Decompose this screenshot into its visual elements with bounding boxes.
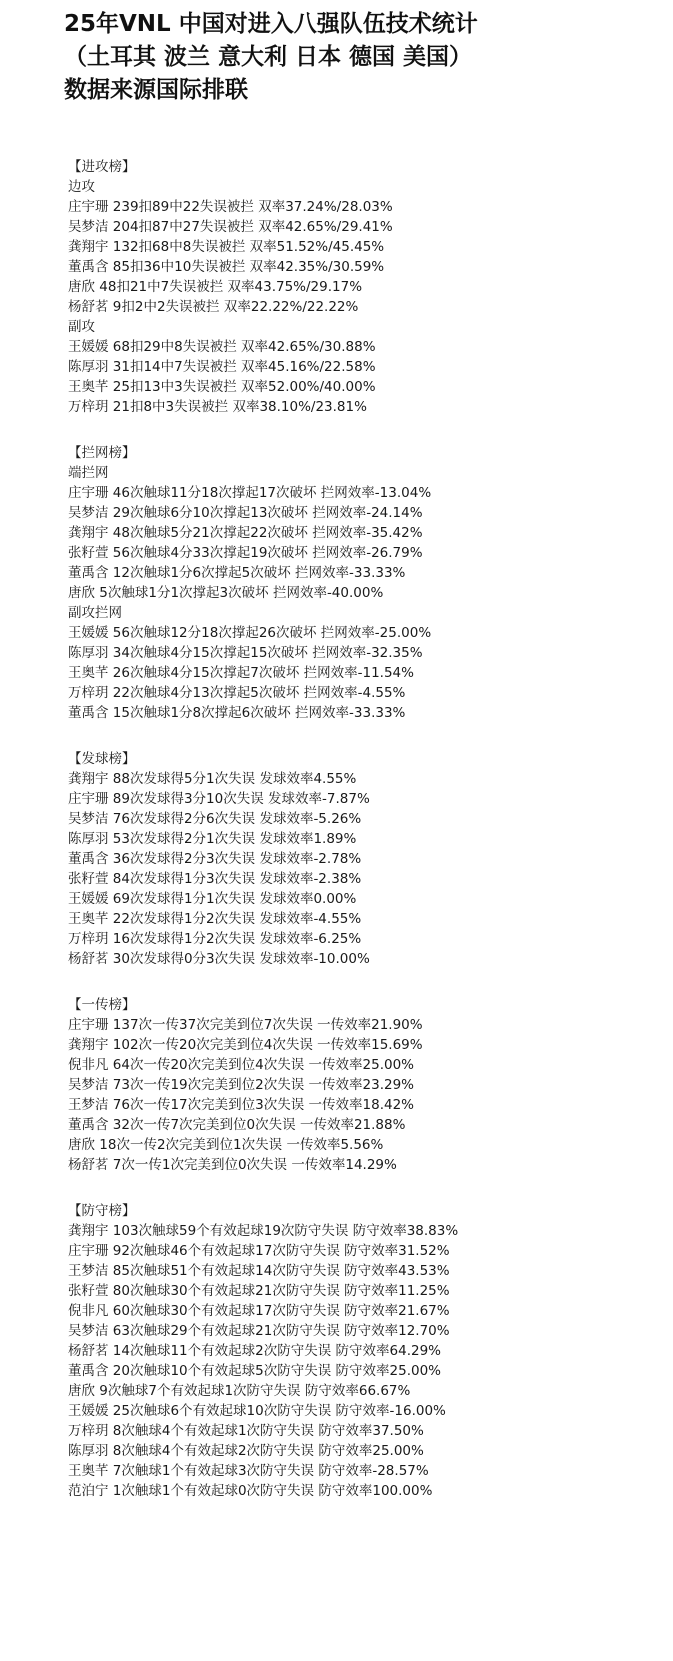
stat-row: 吴梦洁 73次一传19次完美到位2次失误 一传效率23.29%: [68, 1077, 415, 1093]
stat-row: 王媛媛 25次触球6个有效起球10次防守失误 防守效率-16.00%: [68, 1403, 446, 1419]
stat-row: 万梓玥 8次触球4个有效起球1次防守失误 防守效率37.50%: [68, 1423, 424, 1439]
stat-row: 唐欣 18次一传2次完美到位1次失误 一传效率5.56%: [68, 1137, 384, 1153]
stat-row: 庄宇珊 137次一传37次完美到位7次失误 一传效率21.90%: [68, 1017, 423, 1033]
stat-row: 董禹含 32次一传7次完美到位0次失误 一传效率21.88%: [68, 1117, 406, 1133]
stat-row: 杨舒茗 7次一传1次完美到位0次失误 一传效率14.29%: [68, 1157, 397, 1173]
stat-row: 倪非凡 64次一传20次完美到位4次失误 一传效率25.00%: [68, 1057, 415, 1073]
stat-row: 张籽萱 56次触球4分33次撑起19次破坏 拦网效率-26.79%: [68, 545, 423, 561]
stat-row: 唐欣 5次触球1分1次撑起3次破坏 拦网效率-40.00%: [68, 585, 384, 601]
stat-row: 吴梦洁 204扣87中27失误被拦 双率42.65%/29.41%: [68, 219, 393, 235]
group-subheading: 副攻拦网: [68, 605, 122, 621]
section-heading: 【进攻榜】: [68, 159, 136, 175]
stat-row: 万梓玥 22次触球4分13次撑起5次破坏 拦网效率-4.55%: [68, 685, 406, 701]
stat-row: 王梦洁 76次一传17次完美到位3次失误 一传效率18.42%: [68, 1097, 415, 1113]
stat-row: 范泊宁 1次触球1个有效起球0次防守失误 防守效率100.00%: [68, 1483, 433, 1499]
title-block: [64, 8, 478, 107]
stat-row: 陈厚羽 53次发球得2分1次失误 发球效率1.89%: [68, 831, 357, 847]
stat-row: 董禹含 15次触球1分8次撑起6次破坏 拦网效率-33.33%: [68, 705, 406, 721]
stat-row: 吴梦洁 63次触球29个有效起球21次防守失误 防守效率12.70%: [68, 1323, 450, 1339]
stat-row: 吴梦洁 29次触球6分10次撑起13次破坏 拦网效率-24.14%: [68, 505, 423, 521]
stats-section: [68, 443, 668, 723]
stat-row: 吴梦洁 76次发球得2分6次失误 发球效率-5.26%: [68, 811, 362, 827]
stat-row: 王奥芊 26次触球4分15次撑起7次破坏 拦网效率-11.54%: [68, 665, 414, 681]
stat-row: 杨舒茗 14次触球11个有效起球2次防守失误 防守效率64.29%: [68, 1343, 442, 1359]
stat-row: 张籽萱 80次触球30个有效起球21次防守失误 防守效率11.25%: [68, 1283, 450, 1299]
stat-row: 王奥芊 7次触球1个有效起球3次防守失误 防守效率-28.57%: [68, 1463, 429, 1479]
group-subheading: 边攻: [68, 179, 95, 195]
stat-row: 万梓玥 16次发球得1分2次失误 发球效率-6.25%: [68, 931, 362, 947]
stat-row: 陈厚羽 8次触球4个有效起球2次防守失误 防守效率25.00%: [68, 1443, 424, 1459]
stat-row: 陈厚羽 34次触球4分15次撑起15次破坏 拦网效率-32.35%: [68, 645, 423, 661]
stat-row: 龚翔宇 132扣68中8失误被拦 双率51.52%/45.45%: [68, 239, 385, 255]
section-heading: 【防守榜】: [68, 1203, 136, 1219]
stat-row: 杨舒茗 30次发球得0分3次失误 发球效率-10.00%: [68, 951, 370, 967]
stat-row: 王媛媛 69次发球得1分1次失误 发球效率0.00%: [68, 891, 357, 907]
stat-row: 唐欣 9次触球7个有效起球1次防守失误 防守效率66.67%: [68, 1383, 411, 1399]
stat-row: 王媛媛 56次触球12分18次撑起26次破坏 拦网效率-25.00%: [68, 625, 432, 641]
stat-row: 万梓玥 21扣8中3失误被拦 双率38.10%/23.81%: [68, 399, 367, 415]
stat-row: 庄宇珊 239扣89中22失误被拦 双率37.24%/28.03%: [68, 199, 393, 215]
stat-row: 王梦洁 85次触球51个有效起球14次防守失误 防守效率43.53%: [68, 1263, 450, 1279]
page-subtitle-source: 数据来源国际排联: [64, 77, 248, 103]
stat-row: 庄宇珊 92次触球46个有效起球17次防守失误 防守效率31.52%: [68, 1243, 450, 1259]
group-subheading: 端拦网: [68, 465, 109, 481]
stat-row: 庄宇珊 89次发球得3分10次失误 发球效率-7.87%: [68, 791, 370, 807]
section-heading: 【一传榜】: [68, 997, 136, 1013]
stat-row: 陈厚羽 31扣14中7失误被拦 双率45.16%/22.58%: [68, 359, 376, 375]
stat-row: 张籽萱 84次发球得1分3次失误 发球效率-2.38%: [68, 871, 362, 887]
stats-section: [68, 749, 668, 969]
stat-row: 王媛媛 68扣29中8失误被拦 双率42.65%/30.88%: [68, 339, 376, 355]
stat-row: 龚翔宇 48次触球5分21次撑起22次破坏 拦网效率-35.42%: [68, 525, 423, 541]
stat-row: 王奥芊 22次发球得1分2次失误 发球效率-4.55%: [68, 911, 362, 927]
stat-row: 董禹含 20次触球10个有效起球5次防守失误 防守效率25.00%: [68, 1363, 442, 1379]
stats-section: [68, 157, 668, 417]
page-title: 25年VNL 中国对进入八强队伍技术统计: [64, 11, 478, 37]
stat-row: 董禹含 36次发球得2分3次失误 发球效率-2.78%: [68, 851, 362, 867]
stat-row: 董禹含 12次触球1分6次撑起5次破坏 拦网效率-33.33%: [68, 565, 406, 581]
stats-section: [68, 1201, 668, 1501]
stat-row: 龚翔宇 88次发球得5分1次失误 发球效率4.55%: [68, 771, 357, 787]
stat-row: 王奥芊 25扣13中3失误被拦 双率52.00%/40.00%: [68, 379, 376, 395]
stats-section: [68, 995, 668, 1175]
stat-row: 龚翔宇 103次触球59个有效起球19次防守失误 防守效率38.83%: [68, 1223, 459, 1239]
stat-row: 倪非凡 60次触球30个有效起球17次防守失误 防守效率21.67%: [68, 1303, 450, 1319]
stat-row: 杨舒茗 9扣2中2失误被拦 双率22.22%/22.22%: [68, 299, 359, 315]
section-heading: 【拦网榜】: [68, 445, 136, 461]
page-subtitle-teams: （土耳其 波兰 意大利 日本 德国 美国）: [64, 44, 473, 70]
group-subheading: 副攻: [68, 319, 95, 335]
stat-row: 庄宇珊 46次触球11分18次撑起17次破坏 拦网效率-13.04%: [68, 485, 432, 501]
stat-row: 董禹含 85扣36中10失误被拦 双率42.35%/30.59%: [68, 259, 385, 275]
stat-row: 龚翔宇 102次一传20次完美到位4次失误 一传效率15.69%: [68, 1037, 423, 1053]
section-heading: 【发球榜】: [68, 751, 136, 767]
stats-body: [68, 157, 668, 1527]
stat-row: 唐欣 48扣21中7失误被拦 双率43.75%/29.17%: [68, 279, 363, 295]
